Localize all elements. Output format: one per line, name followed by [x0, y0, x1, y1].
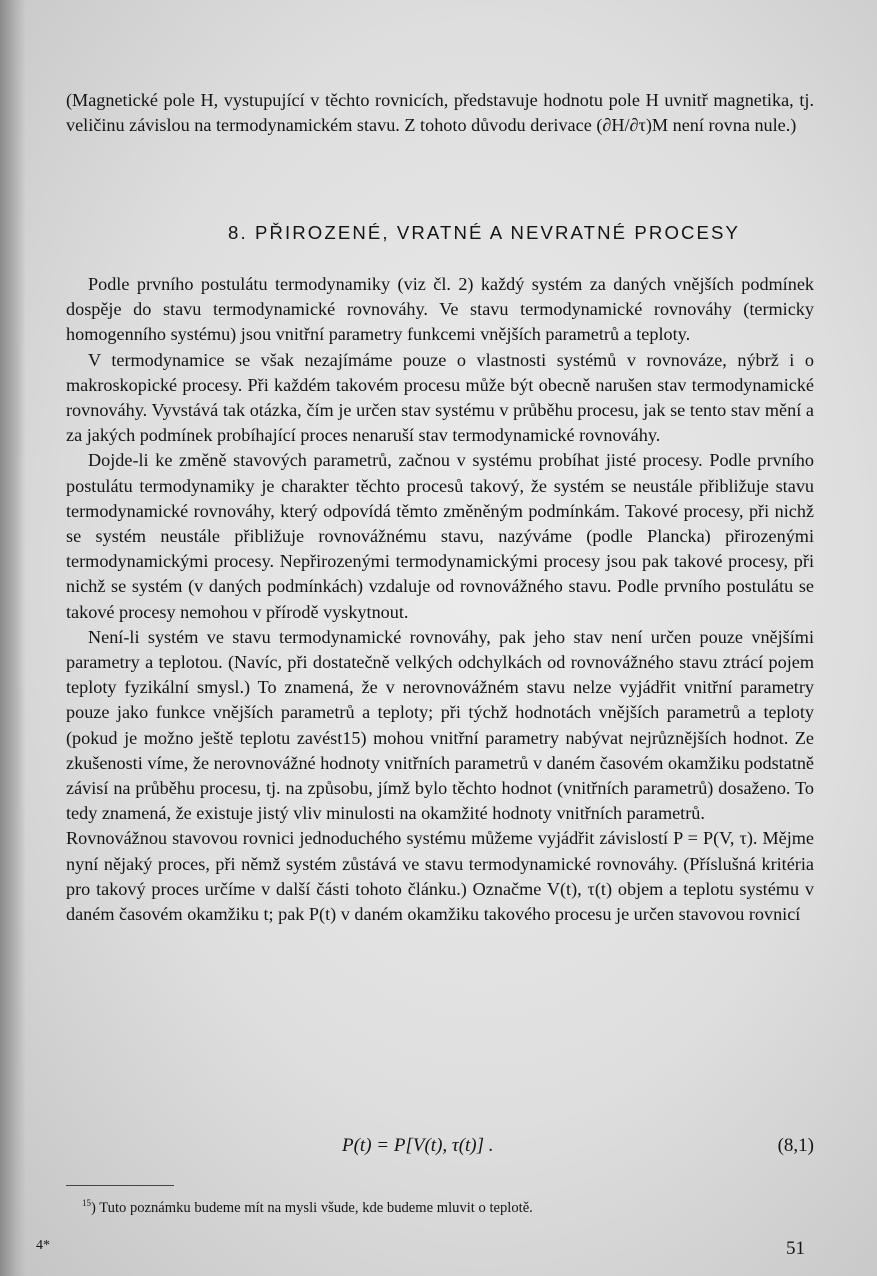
- page-number: 51: [786, 1238, 805, 1259]
- intro-note: (Magnetické pole H, vystupující v těchto rovnicích, představuje hodnotu pole H uvnitř magnetika, tj. veličinu závislou na termodynamickém stavu. Z tohoto důvodu derivace (∂H/∂τ)M není rovna nule.): [66, 90, 814, 136]
- equation-formula: P(t) = P[V(t), τ(t)] .: [342, 1135, 494, 1156]
- equation-number: (8,1): [777, 1135, 814, 1156]
- footnote-marker: 15: [82, 1198, 91, 1208]
- footnote-rule: [66, 1185, 174, 1186]
- footnote: [82, 1193, 782, 1218]
- paragraph-2: V termodynamice se však nezajímáme pouze o vlastnosti systémů v rovnováze, nýbrž i o makroskopické procesy. Při každém takovém procesu může být obecně narušen stav termodynamické rovnováhy. Vyvstává tak otázka, čím je určen stav systému v průběhu procesu, jak se tento stav mění a za jakých podmínek probíhající proces nenaruší stav termodynamické rovnováhy.: [66, 349, 814, 446]
- paragraph-1: Podle prvního postulátu termodynamiky (viz čl. 2) každý systém za daných vnějších podmínek dospěje do stavu termodynamické rovnováhy. Ve stavu termodynamické rovnováhy (termicky homogenního systému) jsou vnitřní parametry funkcemi vnějších parametrů a teploty.: [66, 274, 814, 345]
- page-binding-shadow: [0, 0, 26, 1276]
- body-text: [66, 272, 814, 927]
- section-heading: 8. PŘIROZENÉ, VRATNÉ A NEVRATNÉ PROCESY: [228, 222, 741, 243]
- equation-row: [66, 1135, 814, 1165]
- paragraph-3: Dojde-li ke změně stavových parametrů, začnou v systému probíhat jisté procesy. Podle prvního postulátu termodynamiky je charakter těchto procesů takový, že systém se neustále přibližuje stavu termodynamické rovnováhy, který odpovídá těmto změněným podmínkám. Takové procesy, při nichž se systém neustále přibližuje rovnovážnému stavu, nazýváme (podle Plancka) přirozenými termodynamickými procesy. Nepřirozenými termodynamickými procesy jsou pak takové procesy, při nichž se systém (v daných podmínkách) vzdaluje od rovnovážného stavu. Podle prvního postulátu se takové procesy nemohou v přírodě vyskytnout.: [66, 450, 814, 622]
- paragraph-4: Není-li systém ve stavu termodynamické rovnováhy, pak jeho stav není určen pouze vnějšími parametry a teplotou. (Navíc, při dostatečně velkých odchylkách od rovnovážného stavu ztrácí pojem teploty fyzikální smysl.) To znamená, že v nerovnovážném stavu nelze vyjádřit vnitřní parametry pouze jako funkce vnějších parametrů a teploty; při týchž hodnotách vnějších parametrů a teploty (pokud je možno ještě teplotu zavést15) mohou vnitřní parametry nabývat nejrůznějších hodnot. Ze zkušenosti víme, že nerovnovážné hodnoty vnitřních parametrů v daném časovém okamžiku podstatně závisí na průběhu procesu, tj. na způsobu, jímž bylo těchto hodnot (vnitřních parametrů) dosaženo. To tedy znamená, že existuje jistý vliv minulosti na okamžité hodnoty vnitřních parametrů.: [66, 626, 814, 824]
- footnote-text: ) Tuto poznámku budeme mít na mysli všude, kde budeme mluvit o teplotě.: [91, 1199, 533, 1216]
- paragraph-5: Rovnovážnou stavovou rovnici jednoduchého systému můžeme vyjádřit závislostí P = P(V, τ). Mějme nyní nějaký proces, při němž systém zůstává ve stavu termodynamické rovnováhy. (Příslušná kritéria pro takový proces určíme v další části tohoto článku.) Označme V(t), τ(t) objem a teplotu systému v daném časovém okamžiku t; pak P(t) v daném okamžiku takového procesu je určen stavovou rovnicí: [66, 828, 814, 925]
- signature-mark: 4*: [36, 1238, 50, 1253]
- intro-note-block: [66, 88, 814, 138]
